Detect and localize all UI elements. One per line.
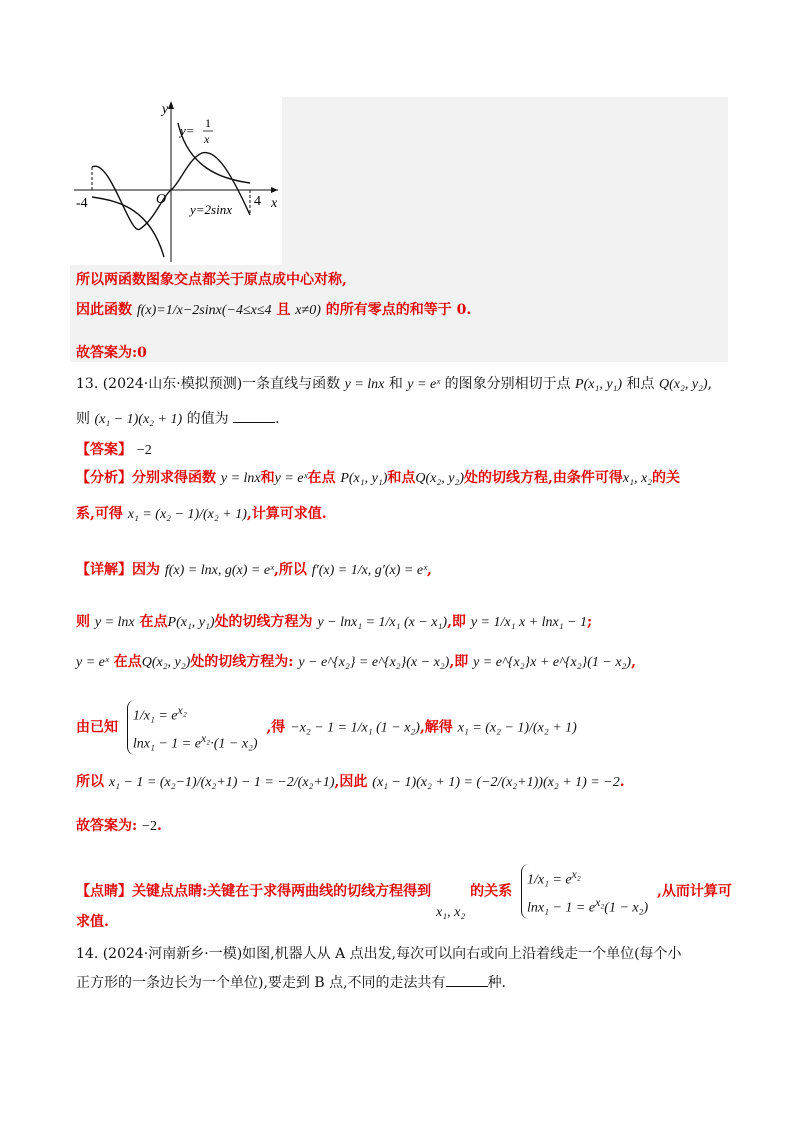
a13-analysis-e: 的关	[652, 470, 681, 486]
a13-detail-tag: 【详解】	[76, 562, 132, 578]
right-tick-label: 4	[254, 194, 261, 209]
a13-remark-vars: x₁, x₂	[436, 904, 466, 920]
x-axis-arrow	[271, 187, 278, 193]
q13-answer-blank	[233, 408, 275, 423]
a13-eq-p: y − lnx₁ = 1/x₁ (x − x₁)	[317, 615, 448, 630]
q13-end: .	[275, 411, 280, 427]
a13-remark-system	[521, 864, 648, 919]
x-axis-label: x	[271, 196, 278, 211]
a13-remark-c: ,从而计算可	[657, 883, 732, 900]
q14-line1	[76, 944, 682, 964]
a13-analysis-q: Q(x₂, y₂)	[415, 471, 464, 486]
q13-comma: ,	[707, 376, 713, 392]
a13-q-again: Q(x₂, y₂)	[141, 655, 191, 670]
a13-solve: ,解得	[419, 719, 453, 736]
a13-so-eq: x₁ − 1 = (x₂−1)/(x₂+1) − 1 = −2/(x₂+1)	[108, 775, 335, 790]
p12-line2	[76, 300, 471, 321]
a13-detail-c: ,	[427, 562, 432, 578]
a13-eq-q: y − e^{x₂} = e^{x₂}(x − x₂)	[298, 655, 450, 670]
a13-detail-b: ,所以	[274, 562, 307, 578]
q14-answer-blank	[446, 972, 488, 987]
a13-eq-p2: y = 1/x₁ x + lnx₁ − 1	[470, 615, 588, 630]
a13-analysis-f1: y = lnx	[220, 471, 261, 486]
a13-solve-eq: x₁ = (x₂ − 1)/(x₂ + 1)	[457, 720, 577, 736]
p12-line2-c: 的所有零点的和等于 0.	[325, 302, 472, 318]
q13-expr: (x₁ − 1)(x₂ + 1)	[94, 412, 183, 427]
a13-detail-a: 因为	[132, 562, 160, 578]
a13-get-eq: −x₂ − 1 = 1/x₁ (1 − x₂)	[290, 720, 420, 736]
a13-p-again: P(x₁, y₁)	[167, 615, 215, 630]
a13-at-q: 在点	[113, 654, 142, 670]
left-tick-label: -4	[76, 196, 88, 211]
a13-detail-fprime: f′(x) = 1/x, g′(x) = eˣ	[311, 563, 428, 578]
a13-remark-line1	[76, 864, 732, 919]
q13-stem-line1	[76, 374, 712, 395]
a13-final-answer	[76, 816, 162, 837]
q13-f1: y = lnx	[344, 377, 385, 392]
p12-line2-a: 因此函数	[76, 302, 132, 318]
a13-get: ,得	[266, 719, 286, 736]
q13-and: 和	[388, 376, 403, 392]
a13-answer-value: −2	[136, 443, 152, 458]
a13-ie: ,即	[447, 614, 466, 630]
a13-f1-again: y = lnx	[94, 615, 135, 630]
a13-answer-tag: 【答案】	[76, 442, 132, 458]
a13-semi: ;	[587, 614, 593, 630]
q13-source: (2024·山东·模拟预测)	[102, 376, 243, 392]
p12-answer: 故答案为:0	[76, 345, 147, 361]
a13-period: .	[619, 774, 625, 790]
q13-point-p: P(x₁, y₁)	[575, 377, 623, 392]
q13-point-q: Q(x₂, y₂)	[658, 377, 708, 392]
a13-detail-line1	[76, 560, 432, 581]
recip-label-den: x	[204, 132, 210, 146]
a13-final-period: .	[156, 818, 162, 834]
a13-at-p: 在点	[139, 614, 168, 630]
a13-analysis-line1	[76, 468, 680, 489]
a13-remark-system-row1: $1/x_1 = e^{x_2}$	[526, 868, 581, 888]
a13-remark-tag: 【点睛】	[76, 883, 132, 900]
a13-analysis-b: 在点	[307, 470, 336, 486]
q13-stem-line2	[76, 408, 280, 430]
recip-label-lhs: y=	[180, 123, 195, 138]
a13-system	[127, 700, 258, 755]
p12-expr2: x≠0)	[295, 303, 321, 318]
q14-number: 14.	[76, 946, 99, 962]
a13-analysis-d: 处的切线方程,由条件可得	[464, 470, 623, 486]
a13-remark-system-row2: $\ln x_1 - 1 = e^{x_2}(1 - x_2)$	[526, 895, 649, 916]
a13-analysis-a: 分别求得函数	[132, 470, 216, 486]
function-graph	[70, 97, 282, 265]
a13-remark-line2: 求值.	[76, 914, 109, 930]
a13-analysis-f2: y = eˣ	[274, 471, 308, 486]
q13-stem-a: 一条直线与函数	[242, 376, 341, 392]
a13-analysis-line2	[76, 504, 327, 525]
a13-analysis-line2-a: 系,可得	[76, 506, 123, 522]
p12-expr: f(x)=1/x−2sinx(−4≤x≤4	[136, 303, 272, 318]
a13-analysis-and: 和	[260, 470, 275, 486]
a13-known: 由已知	[76, 719, 118, 736]
q14-line2-a: 正方形的一条边长为一个单位),要走到 B 点,不同的走法共有	[76, 975, 446, 991]
a13-analysis-tag: 【分析】	[76, 470, 132, 486]
a13-analysis-x1: x₁ = (x₂ − 1)/(x₂ + 1)	[127, 507, 247, 522]
p12-line2-b: 且	[276, 302, 291, 318]
y-axis-arrow	[168, 101, 174, 109]
a13-system-row2: $\ln x_1 - 1 = e^{x_2}\cdot(1 - x_2)$	[132, 731, 258, 752]
q13-then: 则	[76, 411, 90, 427]
a13-system-row1: $1/x_1 = e^{x_2}$	[132, 704, 187, 724]
q14-line2	[76, 972, 506, 993]
a13-detail-line3	[76, 652, 636, 673]
a13-analysis-vars: x₁, x₂	[622, 471, 653, 486]
graph-svg	[70, 97, 282, 265]
a13-final-value: −2	[142, 819, 157, 834]
a13-detail-f: f(x) = lnx, g(x) = eˣ	[164, 563, 275, 578]
a13-ie2: ,即	[449, 654, 469, 670]
a13-analysis-c: 和点	[387, 470, 416, 486]
a13-thus-eq: (x₁ − 1)(x₂ + 1) = (−2/(x₂+1))(x₂ + 1) = −2	[372, 775, 620, 790]
y-axis-label: y	[162, 102, 169, 117]
reciprocal-curve-left	[92, 197, 164, 257]
recip-label-num: 1	[205, 116, 211, 130]
a13-final-label: 故答案为:	[76, 818, 138, 834]
a13-then: 则	[76, 614, 90, 630]
p12-line1: 所以两函数图象交点都关于原点成中心对称,	[76, 272, 347, 288]
q14-line2-b: 种.	[487, 975, 507, 991]
a13-thus: ,因此	[334, 774, 368, 790]
a13-remark-b: 的关系	[470, 883, 513, 900]
a13-answer	[76, 440, 152, 461]
a13-detail-line2	[76, 612, 592, 633]
origin-label: O	[156, 192, 167, 207]
a13-tangent-q: 处的切线方程为:	[190, 654, 294, 670]
q14-line1-text: 如图,机器人从 A 点出发,每次可以向右或向上沿着线走一个单位(每个小	[242, 946, 682, 962]
a13-analysis-p: P(x₁, y₁)	[340, 471, 388, 486]
a13-remark-a: 关键点点睛:关键在于求得两曲线的切线方程得到	[132, 883, 432, 900]
q13-stem-c: 的值为	[186, 411, 229, 427]
q13-and2: 和点	[626, 376, 655, 392]
a13-eq-q2: y = e^{x₂}x + e^{x₂}(1 − x₂)	[473, 655, 632, 670]
a13-sowe: 所以	[76, 774, 104, 790]
a13-comma2: ,	[631, 654, 636, 670]
q13-f2: y = eˣ	[407, 377, 441, 392]
q13-number: 13.	[76, 376, 99, 392]
a13-tangent-p: 处的切线方程为	[214, 614, 313, 630]
sine-label: y=2sinx	[190, 202, 232, 217]
q13-stem-b: 的图象分别相切于点	[444, 376, 571, 392]
q14-source: (2024·河南新乡·一模)	[102, 946, 243, 962]
a13-f2-again: y = eˣ	[76, 655, 109, 670]
a13-analysis-line2-b: ,计算可求值.	[246, 506, 327, 522]
a13-detail-line5	[76, 772, 625, 793]
a13-detail-line4	[76, 700, 577, 755]
